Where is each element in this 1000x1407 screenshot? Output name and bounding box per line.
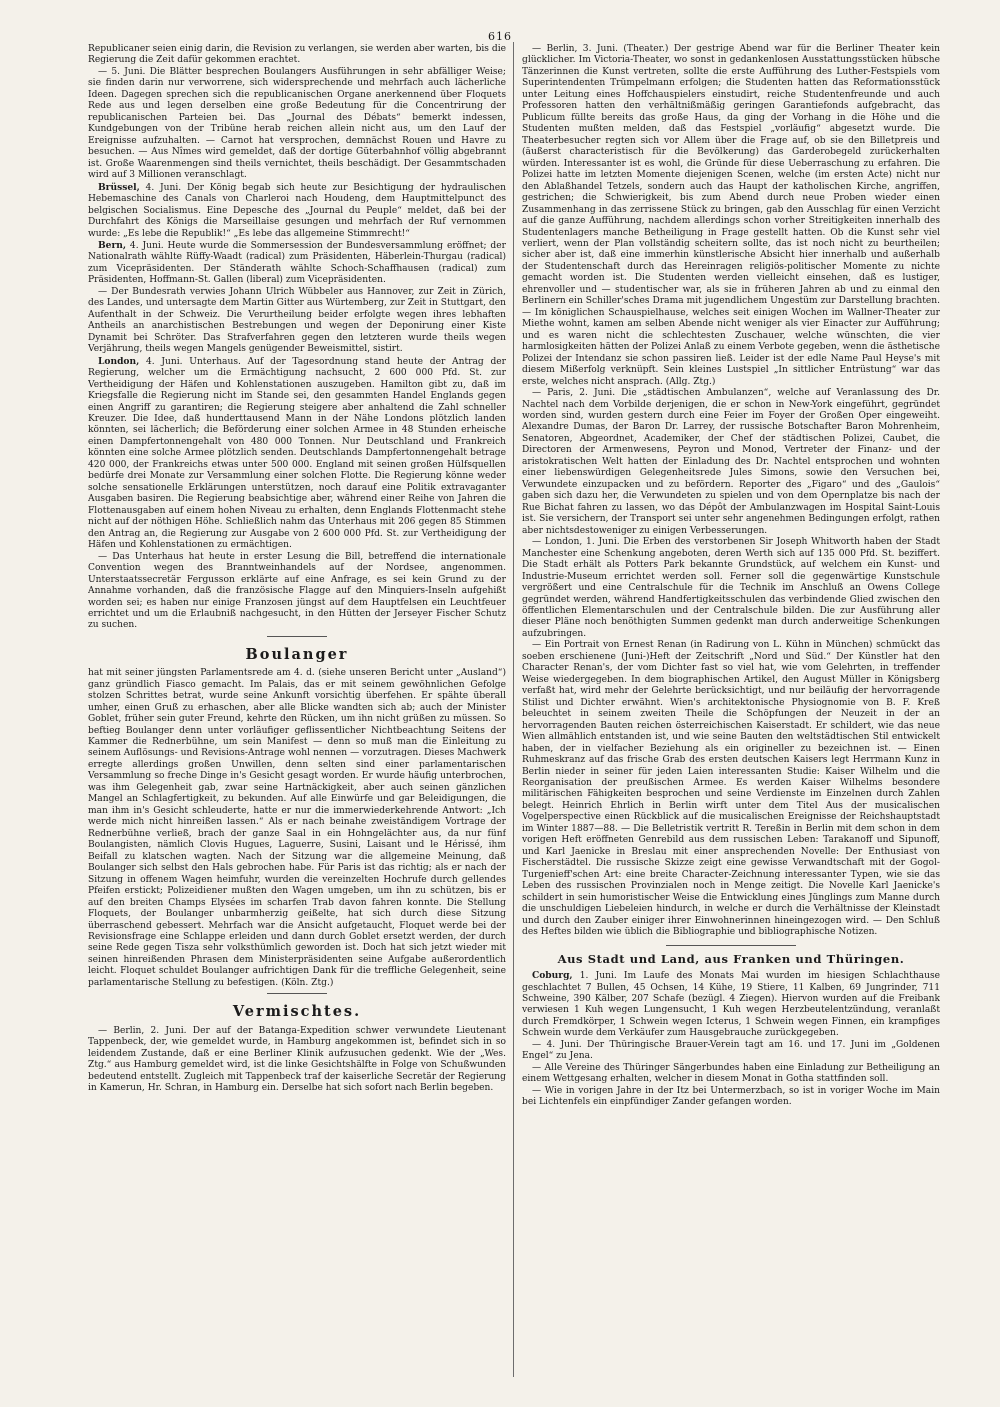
place-coburg: Coburg,: [532, 970, 573, 982]
coburg-report-3: — Alle Vereine des Thüringer Sängerbundes haben eine Einladung zur Betheiligung an einem Wettgesang erhalten, welcher in diesem Monat in Gotha stattfinden soll.: [522, 1062, 940, 1085]
renan-report: — Ein Portrait von Ernest Renan (in Radirung von L. Kühn in München) schmückt das soeben erschienene (Juni-)Heft der Zeitschrift „Nord und Süd.“ Der Künstler hat den Character Renan's, der vom Dichter fast so viel hat, wie vom Gelehrten, in treffender Weise wiedergegeben. In dem biographischen Artikel, den August Müller in Königsberg verfaßt hat, wird mehr der Gelehrte berücksichtigt, und nur beiläufig der hervorragende Stilist und Dichter erwähnt. Wien's architektonische Physiognomie von B. F. Kreß beleuchtet in seinem zweiten Theile die Schöpfungen der Neuzeit in der an hervorragenden Bauten reichen österreichischen Kaiserstadt. Er schildert, wie das neue Wien allmählich entstanden ist, und wie seine Bauten den weltstädtischen Stil entwickelt haben, der in vielfacher Beziehung als ein origineller zu bezeichnen ist. — Einen Ruhmeskranz auf das frische Grab des ersten deutschen Kaisers legt Herrmann Kunz in Berlin nieder in seiner für jeden Laien interessanten Studie: Kaiser Wilhelm und die Reorganisation der preußischen Armee. Es werden Kaiser Wilhelms besondere militärischen Fähigkeiten besprochen und seine Verdienste im Einzelnen durch Zahlen belegt. Heinrich Ehrlich in Berlin wirft unter dem Titel Aus der musicalischen Vogelperspective einen Rückblick auf die musicalischen Ereignisse der Reichshauptstadt im Winter 1887—88. — Die Belletristik vertritt R. Tereßin in Berlin mit dem schon in dem vorigen Heft eröffneten Genrebild aus dem russischen Leben: Tarakanoff und Sipunoff, und Karl Jaenicke in Breslau mit einer ansprechenden Novelle: Der Enthusiast von Fischerstädtel. Die russische Skizze zeigt eine gewisse Verwandtschaft mit der Gogol-Turgenieff'schen Art: eine breite Character-Zeichnung interessanter Typen, wie sie das Leben des russischen Provinzialen noch in Menge zeitigt. Die Novelle Karl Jaenicke's schildert in sein humoristischer Weise die Entwicklung eines Jünglings zum Manne durch die unschuldigen Liebeleien hindurch, in welche er durch die Verhältnisse der Kleinstadt und durch den Zauber einiger ihrer Einwohnerinnen hineingezogen wird. — Den Schluß des Heftes bilden wie üblich die Bibliographie und bibliographische Notizen.: [522, 640, 940, 938]
bern-report-2: — Der Bundesrath verwies Johann Ulrich Wübbeler aus Hannover, zur Zeit in Zürich, des Landes, und untersagte dem Martin Gitter aus Würtemberg, zur Zeit in Stuttgart, den Aufenthalt in der Schweiz. Die Verurtheilung beider erfolgte wegen ihres lebhaften Antheils an anarchistischen Bestrebungen und wegen der Deponirung einer Kiste Dynamit bei Schröter. Das Strafverfahren gegen den letzteren wurde theils wegen Verjährung, theils wegen Mangels genügender Beweismittel, sistirt.: [88, 286, 506, 355]
coburg-report-4: — Wie in vorigen Jahre in der Itz bei Untermerzbach, so ist in voriger Woche im Main bei Lichtenfels ein einpfündiger Zander gefangen worden.: [522, 1085, 940, 1108]
regional-section-heading: Aus Stadt und Land, aus Franken und Thüringen.: [557, 951, 905, 966]
place-bruessel: Brüssel,: [98, 181, 140, 193]
bruessel-text: 4. Juni. Der König begab sich heute zur Besichtigung der hydraulischen Hebemaschine des Canals von Charleroi nach Houdeng, dem Hauptmittelpunct des belgischen Socialismus. Eine Depesche des „Journal du Peuple“ meldet, daß bei der Durchfahrt des Königs die Marseillaise gesungen und mehrfach der Ruf vernommen wurde: „Es lebe die Republik!“ „Es lebe das allgemeine Stimmrecht!“: [88, 182, 506, 239]
section-divider: [267, 993, 327, 994]
bern-text: 4. Juni. Heute wurde die Sommersession der Bundesversammlung eröffnet; der Nationalrath wählte Rüffy-Waadt (radical) zum Präsidenten, Häberlein-Thurgau (radical) zum Vicepräsidenten. Der Ständerath wählte Schoch-Schaffhausen (radical) zum Präsidenten, Hoffmann-St. Gallen (liberal) zum Vicepräsidenten.: [88, 240, 506, 286]
berlin-theater-report: — Berlin, 3. Juni. (Theater.) Der gestrige Abend war für die Berliner Theater kein glücklicher. Im Victoria-Theater, wo sonst in gedankenlosen Ausstattungsstücken hübsche Tänzerinnen die Kunst vertreten, sollte die erste Aufführung des Luther-Festspiels vom Superintendenten Trümpelmann erfolgen; die Studenten hatten das Reformationsstück unter Leitung eines Hoffchauspielers einstudirt, reiche Studentenfreunde und auch Professoren hatten den verhältnißmäßig geringen Garantiefonds aufgebracht, das Publicum füllte bereits das große Haus, da ging der Vorhang in die Höhe und die Studenten mußten melden, daß das Festspiel „vorläufig“ abgesetzt wurde. Die Theaterbesucher regten sich vor Allem über die Frage auf, ob sie den Billetpreis und (äußerst characteristisch für die Bevölkerung) das Garderobegeld zurückerhalten würden. Interessanter ist es wohl, die Gründe für diese Ueberraschung zu erfahren. Die Polizei hatte im letzten Momente diejenigen Scenen, welche (im ersten Acte) nicht nur den Ablaßhandel Tetzels, sondern auch das Haupt der katholischen Kirche, angriffen, gestrichen; die Schwierigkeit, bis zum Abend durch neue Proben wieder einen Zusammenhang in das zerrissene Stück zu bringen, gab den Ausschlag für einen Verzicht auf die ganze Aufführung, nachdem allerdings schon vorher Streitigkeiten innerhalb des Studentenlagers manche Betheiligung in Frage gestellt hatten. Ob die Kunst sehr viel verliert, wenn der Plan vollständig scheitern sollte, das ist noch nicht zu beurtheilen; sicher aber ist, daß eine immerhin künstlerische Absicht hier innerhalb und außerhalb der Studentenschaft durch das Hereinragen religiös-politischer Momente zu nichte gemacht worden ist. Die Studenten werden vielleicht einsehen, daß es lustiger, ehrenvoller und — studentischer war, als sie in früheren Jahren ab und zu einmal den Berlinern ein Schiller'sches Drama mit jugendlichem Ungestüm zur Darstellung brachten. — Im königlichen Schauspielhause, welches seit einigen Wochen im Wallner-Theater zur Miethe wohnt, kamen am selben Abende nicht weniger als vier Einacter zur Aufführung; und es waren nicht die schlechtesten Zuschauer, welche wünschten, die vier harmlosigkeiten hätten der Polizei Anlaß zu einem Verbote gegeben, wenn die ästhetische Polizei der Intendanz sie schon passiren ließ. Leider ist der edle Name Paul Heyse's mit diesem Mißerfolg verknüpft. Sein kleines Lustspiel „In sittlicher Entrüstung“ war das erste, welches nicht ansprach. (Allg. Ztg.): [522, 44, 940, 387]
left-column: [88, 44, 506, 1377]
place-london: London,: [98, 355, 140, 367]
section-divider: [666, 945, 796, 946]
right-column: [522, 44, 940, 1377]
paris-report-june-5: — 5. Juni. Die Blätter besprechen Boulangers Ausführungen in sehr abfälliger Weise; sie finden darin nur verworrene, sich widersprechende und mehrfach auch lächerliche Ideen. Dagegen sprechen sich die republicanischen Organe anerkennend über Floquets Rede aus und legen derselben eine große Bedeutung für die Concentrirung der republicanischen Parteien bei. Das „Journal des Débats“ bemerkt indessen, Kundgebungen von der Tribüne herab reichen allein nicht aus, um den Lauf der Ereignisse aufzuhalten. — Carnot hat versprochen, demnächst Rouen und Havre zu besuchen. — Aus Nîmes wird gemeldet, daß der dortige Güterbahnhof völlig abgebrannt ist. Große Waarenmengen sind theils vernichtet, theils beschädigt. Der Gesammtschaden wird auf 3 Millionen veranschlagt.: [88, 66, 506, 181]
page-number: 616: [488, 30, 512, 43]
vermischtes-berlin: — Berlin, 2. Juni. Der auf der Batanga-Expedition schwer verwundete Lieutenant Tappenbeck, der, wie gemeldet wurde, in Hamburg angekommen ist, befindet sich in so leidendem Zustande, daß er eine Berliner Klinik aufzusuchen gedenkt. Wie der „Wes. Ztg.“ aus Hamburg gemeldet wird, ist die linke Gesichtshälfte in Folge von Schußwunden bedeutend entstellt. Zugleich mit Tappenbeck traf der kaiserliche Secretär der Regierung in Kamerun, Hr. Schran, in Hamburg ein. Derselbe hat sich sofort nach Berlin begeben.: [88, 1025, 506, 1093]
boulanger-heading: Boulanger: [245, 645, 349, 663]
vermischtes-heading: Vermischtes.: [232, 1003, 362, 1021]
coburg-report-2: — 4. Juni. Der Thüringische Brauer-Verein tagt am 16. und 17. Juni im „Goldenen Engel“ zu Jena.: [522, 1039, 940, 1062]
section-divider: [267, 636, 327, 637]
coburg-text: 1. Juni. Im Laufe des Monats Mai wurden im hiesigen Schlachthause geschlachtet 7 Bullen, 45 Ochsen, 14 Kühe, 19 Stiere, 11 Kalben, 69 Jungrinder, 711 Schweine, 390 Kälber, 207 Schafe (bezügl. 4 Ziegen). Hiervon wurden auf die Freibank verwiesen 1 Kuh wegen Lungensucht, 1 Kuh wegen Herzbeutelentzündung, veranlaßt durch Fremdkörper, 1 Schwein wegen Icterus, 1 Schwein wegen Finnen, ein krampfiges Schwein wurde dem Verkäufer zum Hausgebrauche zurückgegeben.: [522, 971, 940, 1039]
coburg-report: [522, 970, 940, 1040]
paris-ambulanzen-report: — Paris, 2. Juni. Die „städtischen Ambulanzen“, welche auf Veranlassung des Dr. Nachtel nach dem Vorbilde derjenigen, die er schon in New-York eingeführt, gegründet worden sind, wurden gestern durch eine Feier im Foyer der Großen Oper eingeweiht. Alexandre Dumas, der Baron Dr. Larrey, der russische Botschafter Baron Mohrenheim, Senatoren, Abgeordnet, Academiker, der Chef der städtischen Polizei, Caubet, die Directoren der Armenwesens, Peyron und Monod, Vertreter der Finanz- und der aristokratischen Welt hatten der Einladung des Dr. Nachtel entsprochen und wohnten einer liebenswürdigen Gelegenheitsrede Jules Simons, sowie den Versuchen bei, Verwundete einzupacken und zu befördern. Reporter des „Figaro“ und des „Gaulois“ gaben sich dazu her, die Verwundeten zu spielen und von dem Opernplatze bis nach der Rue Bichat fahren zu lassen, wo das Dépôt der Ambulanzwagen im Hospital Saint-Louis ist. Sie versichern, der Transport sei unter sehr angenehmen Bedingungen erfolgt, rathen aber nichtsdestoweniger zu einigen Verbesserungen.: [522, 388, 940, 536]
paris-report-continued: Republicaner seien einig darin, die Revision zu verlangen, sie werden aber warten, bis die Regierung die Zeit dafür gekommen erachtet.: [88, 44, 506, 66]
column-divider: [513, 42, 514, 1377]
london-report: [88, 356, 506, 552]
london-report-2: — Das Unterhaus hat heute in erster Lesung die Bill, betreffend die internationale Convention wegen des Branntweinhandels auf der Nordsee, angenommen. Unterstaatssecretär Fergusson erklärte auf eine Anfrage, es sei kein Grund zu der Annahme vorhanden, daß die französische Flagge auf den Minquiers-Inseln aufgehißt worden sei; es haben nur einige Franzosen jüngst auf dem Hauptfelsen ein Leuchtfeuer errichtet und um die Erlaubniß nachgesucht, in den Hütten der Jerseyer Fischer Schutz zu suchen.: [88, 551, 506, 631]
london-text: 4. Juni. Unterhaus. Auf der Tagesordnung stand heute der Antrag der Regierung, welcher um die Ermächtigung nachsucht, 2 600 000 Pfd. St. zur Vertheidigung der Häfen und Kohlenstationen auszugeben. Hamilton gibt zu, daß im Kriegsfalle die Regierung nicht im Stande sei, den gesammten Handel Englands gegen einen Angriff zu garantiren; die Regierung steigere aber anhaltend die Zahl schneller Kreuzer. Die Idee, daß hunderttausend Mann in der Nähe Londons plötzlich landen könnten, sei lächerlich; die Beförderung einer solchen Armee in 48 Stunden erheische einen Dampfertonnengehalt von 480 000 Tonnen. Nur Deutschland und Frankreich könnten eine solche Armee plötzlich senden. Deutschlands Dampfertonnengehalt betrage 420 000, der Frankreichs etwas unter 500 000. England mit seinen großen Hülfsquellen bedürfe drei Monate zur Versammlung einer solchen Flotte. Die Regierung könne weder solche sensationelle Erklärungen unterstützen, noch darauf eine Politik extravaganter Ausgaben basiren. Die Regierung beabsichtige aber, während einer Reihe von Jahren die Flottenausgaben auf einem hohen Niveau zu erhalten, denn Englands Flottenmacht stehe nicht auf der nöthigen Höhe. Schließlich nahm das Unterhaus mit 206 gegen 85 Stimmen den Antrag an, die Regierung zur Ausgabe von 2 600 000 Pfd. St. zur Vertheidigung der Häfen und Kohlenstationen zu ermächtigen.: [88, 356, 506, 551]
bruessel-report: [88, 182, 506, 240]
boulanger-article: hat mit seiner jüngsten Parlamentsrede am 4. d. (siehe unseren Bericht unter „Ausland“) ganz gründlich Fiasco gemacht. Im Palais, das er mit seinem gewöhnlichen Gefolge stolzen Schrittes betrat, wurde seine Ankunft vorsichtig überfehen. Er spähte überall umher, einen Gruß zu erhaschen, aber alle Blicke wandten sich ab; auch der Minister Goblet, früher sein guter Freund, kehrte den Rücken, um ihn nicht grüßen zu müssen. So beftieg Boulanger denn unter vorläufiger geflissentlicher Nichtbeachtung Seitens der Kammer die Rednerbühne, um sein Manifest — denn so muß man die Einleitung zu seinem Auflösungs- und Revisions-Antrage wohl nennen — vorzutragen. Dieses Machwerk erregte allerdings großen Unwillen, denn selten sind einer parlamentarischen Versammlung so freche Dinge in's Gesicht gesagt worden. Er wurde häufig unterbrochen, was ihm Gelegenheit gab, zwar seine Hartnäckigkeit, aber auch seinen gänzlichen Mangel an Schlagfertigkeit, zu bekunden. Auf alle Einwürfe und gar Beleidigungen, die man ihm in's Gesicht schleuderte, hatte er nur die immerwiederkehrende Antwort: „Ich werde mich nicht hinreißen lassen.“ Als er nach beinahe zweiständigem Vortrage der Rednerbühne verließ, brach der ganze Saal in ein Hohngelächter aus, da nur fünf Boulangisten, nämlich Clovis Hugues, Laguerre, Susini, Laisant und le Hérissé, ihm Beifall zu klatschen wagten. Nach der Sitzung war die allgemeine Meinung, daß Boulanger sich selbst den Hals gebrochen habe. Für Paris ist das richtig; als er nach der Sitzung in offenem Wagen heimfuhr, wurden die vereinzelten Hochrufe durch gellendes Pfeifen erstickt; Polizeidiener mußten den Wagen umgeben, um ihn zu schützen, bis er auf den breiten Champs Elysées im scharfen Trab davon fahren konnte. Die Stellung Floquets, der Boulanger unbarmherzig geißelte, hat sich durch diese Sitzung überraschend gebessert. Mehrfach war die Ansicht aufgetaucht, Floquet werde bei der Revisionsfrage eine Schlappe erleiden und dann durch Goblet ersetzt werden, der durch seine Rede gegen Tisza sehr volksthümlich geworden ist. Doch hat sich jetzt wieder mit seinen hinreißenden Phrasen dem Ministerpräsidenten seine Aufgabe außerordentlich leicht. Floquet schuldet Boulanger aufrichtigen Dank für die treffliche Gelegenheit, seine parlamentarische Stellung zu befestigen. (Köln. Ztg.): [88, 668, 506, 988]
place-bern: Bern,: [98, 239, 127, 251]
london-whitworth-report: — London, 1. Juni. Die Erben des verstorbenen Sir Joseph Whitworth haben der Stadt Manchester eine Schenkung angeboten, deren Werth sich auf 135 000 Pfd. St. beziffert. Die Stadt erhält als Potters Park bekannte Grundstück, auf welchem ein Kunst- und Industrie-Museum errichtet werden soll. Ferner soll die gegenwärtige Kunstschule vergrößert und eine Centralschule für die Technik im Anschluß an Owens College gegründet werden, während Handfertigkeitsschulen das verbindende Glied zwischen den öffentlichen Elementarschulen und der Centralschule bilden. Die zur Ausführung aller dieser Pläne noch benöthigten Summen gedenkt man durch anderweitige Schenkungen aufzubringen.: [522, 537, 940, 639]
bern-report: [88, 240, 506, 287]
